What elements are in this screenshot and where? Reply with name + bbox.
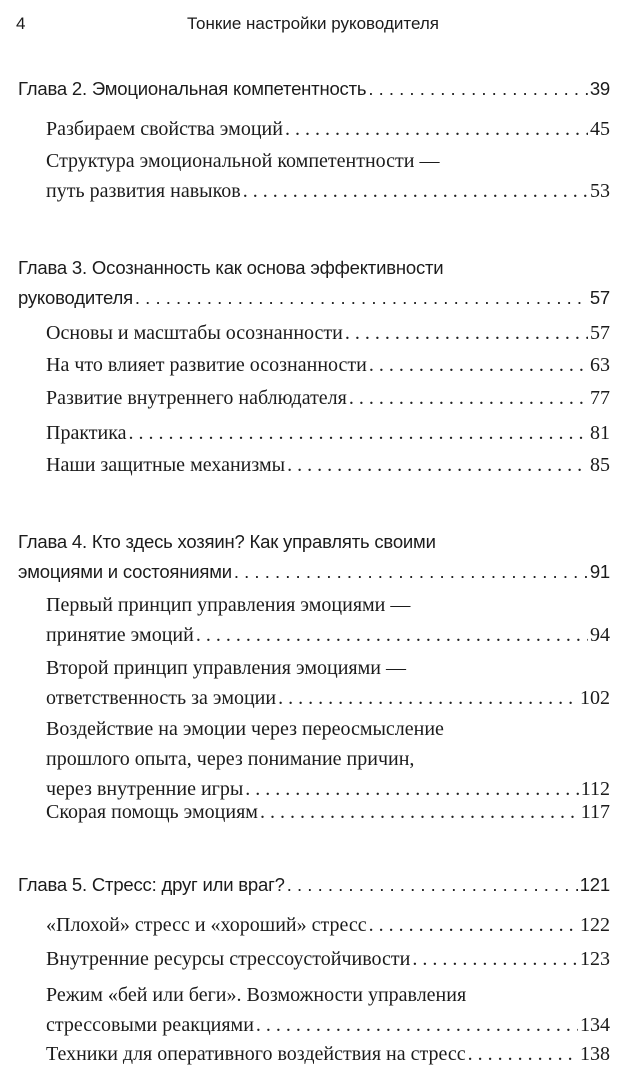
section-title-line: Внутренние ресурсы стрессоустойчивости <box>46 948 411 970</box>
toc-line <box>46 683 610 713</box>
dot-leader <box>345 318 588 348</box>
running-title: Тонкие настройки руководителя <box>187 14 439 33</box>
toc-line <box>46 797 610 827</box>
dot-leader <box>349 383 588 413</box>
dot-leader <box>196 620 588 650</box>
chapter-title-line: эмоциями и состояниями <box>18 561 232 582</box>
page-reference: 85 <box>590 454 610 476</box>
dot-leader <box>129 418 588 448</box>
toc-line <box>46 910 610 940</box>
toc-line <box>18 557 610 587</box>
chapter-title-line: руководителя <box>18 287 133 308</box>
toc-section[interactable] <box>46 350 610 380</box>
toc-line <box>46 383 610 413</box>
dot-leader <box>243 176 588 206</box>
section-title-line: Первый принцип управления эмоциями — <box>46 594 411 616</box>
toc-line <box>46 944 610 974</box>
toc-chapter[interactable] <box>18 527 610 587</box>
page-reference: 94 <box>590 624 610 646</box>
toc-section[interactable] <box>46 1039 610 1069</box>
toc-line <box>46 350 610 380</box>
section-title-line: путь развития навыков <box>46 180 241 202</box>
dot-leader <box>135 283 588 313</box>
toc-line <box>46 418 610 448</box>
page-reference: 121 <box>579 874 610 895</box>
toc-line <box>18 527 610 557</box>
toc-line <box>46 1039 610 1069</box>
section-title-line: ответственность за эмоции <box>46 687 277 709</box>
page-reference: 91 <box>589 561 610 582</box>
toc-section[interactable] <box>46 318 610 348</box>
dot-leader <box>369 350 588 380</box>
toc-section[interactable] <box>46 653 610 713</box>
page-reference: 63 <box>590 354 610 376</box>
page-reference: 81 <box>590 422 610 444</box>
toc-line <box>46 653 610 683</box>
page-reference: 57 <box>589 287 610 308</box>
toc-line <box>46 114 610 144</box>
section-title-line: стрессовыми реакциями <box>46 1014 254 1036</box>
section-title-line: Основы и масштабы осознанности <box>46 322 343 344</box>
toc-line <box>46 176 610 206</box>
page-reference: 138 <box>580 1043 610 1065</box>
chapter-title-line: Глава 3. Осознанность как основа эффективности <box>18 257 444 278</box>
page-reference: 122 <box>580 914 610 936</box>
page-reference: 117 <box>580 801 610 823</box>
section-title-line: прошлого опыта, через понимание причин, <box>46 748 415 770</box>
toc-line <box>46 744 610 774</box>
page-reference: 123 <box>580 948 610 970</box>
section-title-line: Воздействие на эмоции через переосмысление <box>46 718 444 740</box>
toc-line <box>46 714 610 744</box>
chapter-title-line: Глава 2. Эмоциональная компетентность <box>18 78 367 99</box>
toc-line <box>46 450 610 480</box>
page-reference: 57 <box>590 322 610 344</box>
toc-line <box>46 1010 610 1040</box>
page-reference: 112 <box>580 778 610 800</box>
section-title-line: Развитие внутреннего наблюдателя <box>46 387 347 409</box>
toc-section[interactable] <box>46 980 610 1040</box>
dot-leader <box>278 683 578 713</box>
dot-leader <box>260 797 579 827</box>
toc-section[interactable] <box>46 590 610 650</box>
section-title-line: Наши защитные механизмы <box>46 454 286 476</box>
section-title-line: Структура эмоциональной компетентности — <box>46 150 440 172</box>
section-title-line: Режим «бей или беги». Возможности управления <box>46 984 467 1006</box>
chapter-title-line: Глава 4. Кто здесь хозяин? Как управлять своими <box>18 531 436 552</box>
dot-leader <box>287 870 578 900</box>
page-number: 4 <box>16 14 26 33</box>
toc-section[interactable] <box>46 114 610 144</box>
section-title-line: через внутренние игры <box>46 778 244 800</box>
dot-leader <box>285 114 588 144</box>
toc-section[interactable] <box>46 944 610 974</box>
toc-line <box>46 980 610 1010</box>
section-title-line: Техники для оперативного воздействия на стресс <box>46 1043 466 1065</box>
toc-section[interactable] <box>46 146 610 206</box>
toc-section[interactable] <box>46 418 610 448</box>
toc-line <box>18 283 610 313</box>
dot-leader <box>412 944 578 974</box>
section-title-line: принятие эмоций <box>46 624 194 646</box>
toc-line <box>18 870 610 900</box>
dot-leader <box>369 910 578 940</box>
section-title-line: «Плохой» стресс и «хороший» стресс <box>46 914 367 936</box>
page-reference: 77 <box>590 387 610 409</box>
section-title-line: Второй принцип управления эмоциями — <box>46 657 406 679</box>
toc-section[interactable] <box>46 797 610 827</box>
dot-leader <box>468 1039 578 1069</box>
dot-leader <box>368 74 588 104</box>
toc-line <box>46 590 610 620</box>
dot-leader <box>256 1010 578 1040</box>
chapter-title-line: Глава 5. Стресс: друг или враг? <box>18 874 285 895</box>
section-title-line: На что влияет развитие осознанности <box>46 354 367 376</box>
toc-section[interactable] <box>46 910 610 940</box>
page-header <box>16 14 610 40</box>
toc-section[interactable] <box>46 714 610 804</box>
page-reference: 102 <box>580 687 610 709</box>
toc-line <box>46 620 610 650</box>
section-title-line: Практика <box>46 422 127 444</box>
toc-section[interactable] <box>46 383 610 413</box>
toc-chapter[interactable] <box>18 74 610 104</box>
page-reference: 53 <box>590 180 610 202</box>
dot-leader <box>234 557 588 587</box>
page-reference: 39 <box>589 78 610 99</box>
page-reference: 134 <box>580 1014 610 1036</box>
toc-line <box>46 318 610 348</box>
toc-chapter[interactable] <box>18 870 610 900</box>
toc-line <box>46 146 610 176</box>
dot-leader <box>287 450 588 480</box>
section-title-line: Скорая помощь эмоциям <box>46 801 258 823</box>
toc-line <box>18 253 610 283</box>
toc-line <box>18 74 610 104</box>
toc-chapter[interactable] <box>18 253 610 313</box>
section-title-line: Разбираем свойства эмоций <box>46 118 283 140</box>
page-reference: 45 <box>590 118 610 140</box>
toc-section[interactable] <box>46 450 610 480</box>
